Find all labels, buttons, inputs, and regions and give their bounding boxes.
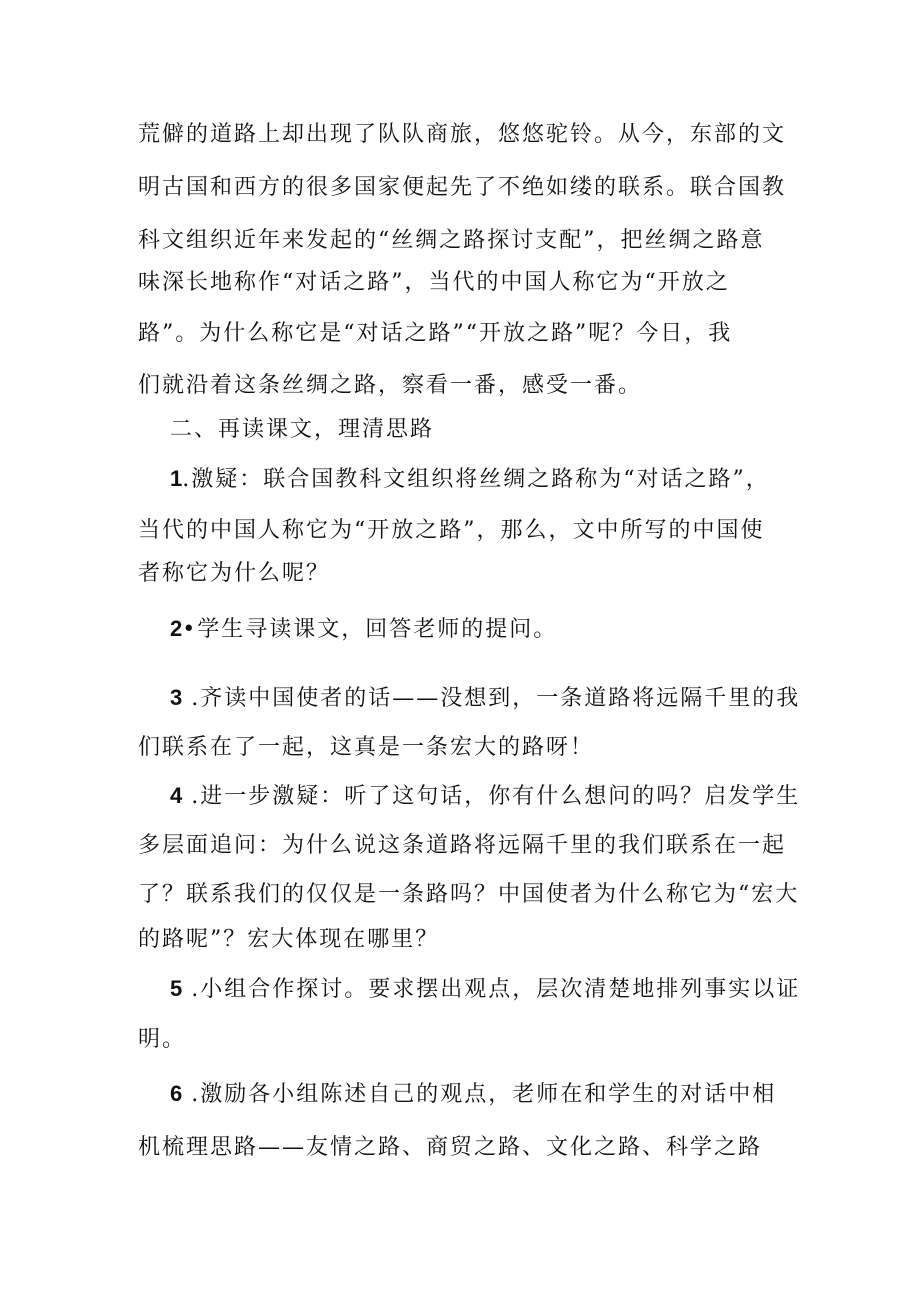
list-item-4-line — [170, 779, 800, 810]
text-line: 们就沿着这条丝绸之路，察看一番，感受一番。 — [138, 373, 643, 398]
section-heading: 二、再读课文，理清思路 — [170, 417, 435, 442]
text-line: 荒僻的道路上却出现了队队商旅，悠悠驼铃。从今，东部的文 — [138, 122, 787, 147]
list-item-2-line — [170, 612, 557, 643]
list-item-4-line: 多层面追问：为什么说这条道路将远隔千里的我们联系在一起 — [138, 833, 787, 858]
item-text: •学生寻读课文，回答老师的提问。 — [182, 617, 558, 642]
item-number: 2 — [170, 616, 183, 641]
item-number: 5 — [170, 976, 183, 1001]
text-line: 明古国和西方的很多国家便起先了不绝如缕的联系。联合国教 — [138, 175, 787, 200]
list-item-3-line — [170, 681, 800, 712]
item-text: .激励各小组陈述自己的观点，老师在和学生的对话中相 — [182, 1082, 777, 1107]
list-item-4-line: 的路呢”？宏大体现在哪里？ — [138, 927, 440, 952]
item-number: 4 — [170, 783, 183, 808]
text-line: 味深长地称作“对话之路”，当代的中国人称它为“开放之 — [138, 270, 730, 295]
text-line: 科文组织近年来发起的“丝绸之路探讨支配”，把丝绸之路意 — [138, 228, 765, 253]
item-text: .齐读中国使者的话——没想到，一条道路将远隔千里的我 — [182, 686, 801, 711]
item-text: .进一步激疑：听了这句话，你有什么想问的吗？启发学生 — [182, 784, 801, 809]
list-item-1-line: 当代的中国人称它为“开放之路”，那么，文中所写的中国使 — [138, 518, 765, 543]
item-number: 3 — [170, 685, 183, 710]
item-text: .小组合作探讨。要求摆出观点，层次清楚地排列事实以证 — [182, 977, 801, 1002]
list-item-5-line: 明。 — [138, 1027, 187, 1052]
list-item-6-line: 机梳理思路——友情之路、商贸之路、文化之路、科学之路 — [138, 1135, 763, 1160]
text-line: 路”。为什么称它是“对话之路”“开放之路”呢？今日，我 — [138, 321, 733, 346]
list-item-3-line: 们联系在了一起，这真是一条宏大的路呀！ — [138, 735, 595, 760]
item-number: 6 — [170, 1081, 183, 1106]
list-item-1-line — [170, 462, 770, 493]
list-item-1-line: 者称它为什么呢？ — [138, 561, 331, 586]
list-item-4-line: 了？联系我们的仅仅是一条路吗？中国使者为什么称它为“宏大 — [138, 882, 800, 907]
item-number: 1 — [170, 466, 183, 491]
item-text: .激疑：联合国教科文组织将丝绸之路称为“对话之路”， — [182, 467, 770, 492]
list-item-5-line — [170, 972, 800, 1003]
list-item-6-line — [170, 1077, 776, 1108]
